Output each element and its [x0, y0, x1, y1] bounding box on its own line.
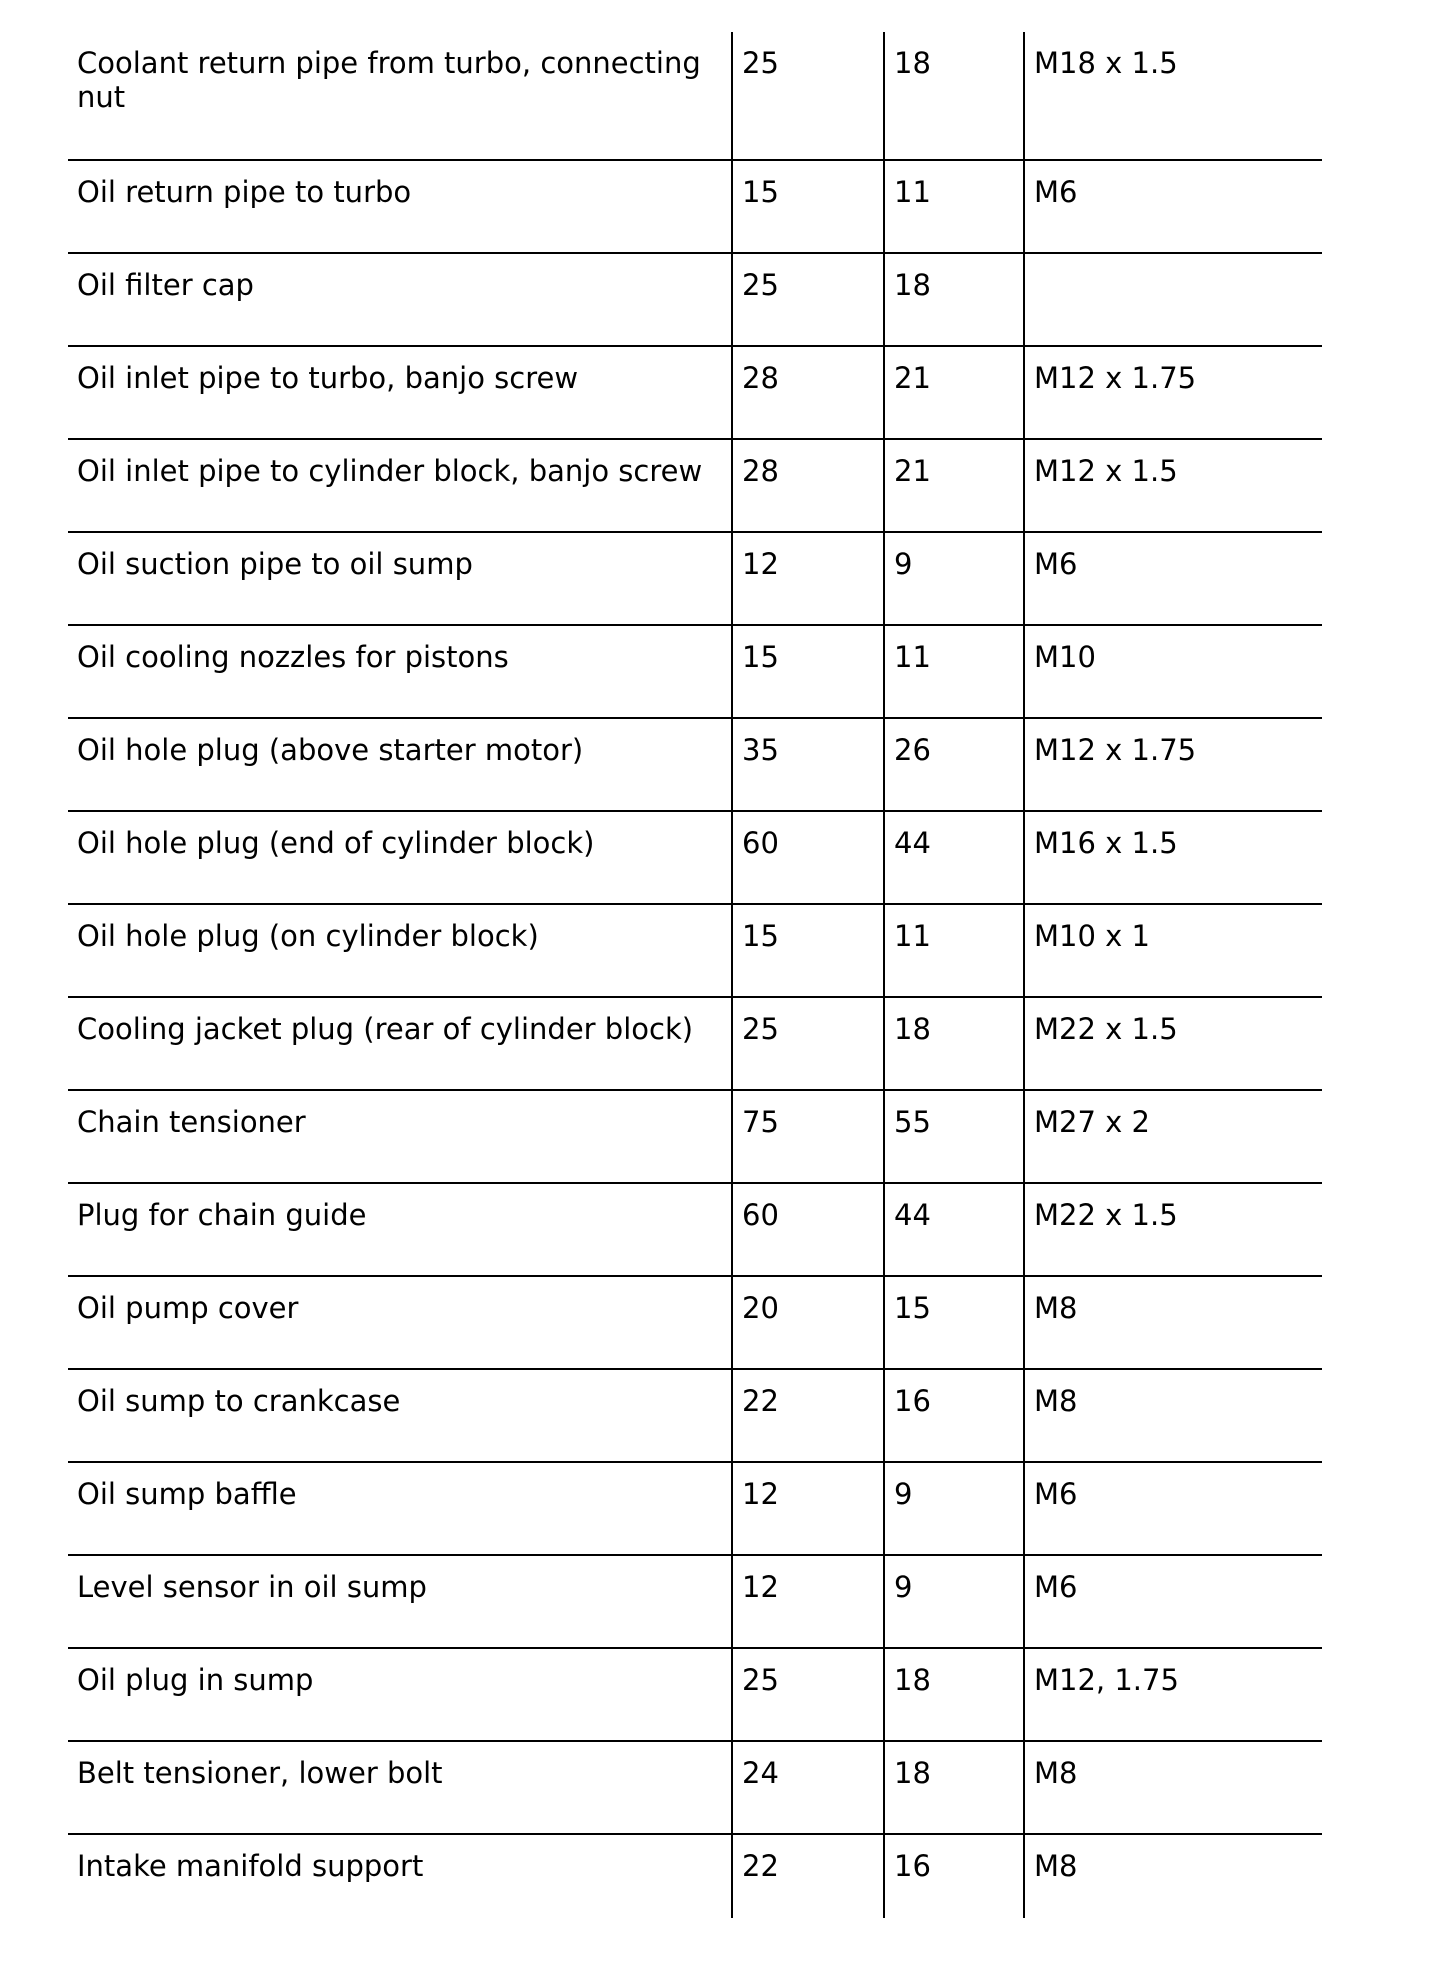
component-description-cell: Oil plug in sump — [68, 1648, 732, 1741]
component-description-cell: Oil cooling nozzles for pistons — [68, 625, 732, 718]
component-description-cell: Oil hole plug (end of cylinder block) — [68, 811, 732, 904]
torque-nm-cell: 15 — [732, 625, 884, 718]
torque-lbft-cell: 21 — [884, 346, 1024, 439]
torque-lbft-cell: 16 — [884, 1369, 1024, 1462]
table-body — [68, 32, 1322, 1918]
component-description-cell: Oil hole plug (above starter motor) — [68, 718, 732, 811]
thread-size-cell: M6 — [1024, 1462, 1322, 1555]
torque-lbft-cell: 18 — [884, 1648, 1024, 1741]
table-row — [68, 1462, 1322, 1555]
torque-lbft-cell: 26 — [884, 718, 1024, 811]
torque-lbft-cell: 44 — [884, 1183, 1024, 1276]
torque-nm-cell: 35 — [732, 718, 884, 811]
torque-lbft-cell: 18 — [884, 253, 1024, 346]
torque-lbft-cell: 11 — [884, 904, 1024, 997]
torque-lbft-cell: 9 — [884, 1462, 1024, 1555]
component-description-cell: Oil suction pipe to oil sump — [68, 532, 732, 625]
torque-nm-cell: 15 — [732, 904, 884, 997]
table-row — [68, 718, 1322, 811]
component-description-cell: Belt tensioner, lower bolt — [68, 1741, 732, 1834]
thread-size-cell: M8 — [1024, 1276, 1322, 1369]
table-row — [68, 1276, 1322, 1369]
table-row — [68, 1741, 1322, 1834]
torque-nm-cell: 25 — [732, 1648, 884, 1741]
torque-nm-cell: 60 — [732, 1183, 884, 1276]
component-description-cell: Oil sump to crankcase — [68, 1369, 732, 1462]
torque-specification-table — [68, 32, 1322, 1918]
table-row — [68, 1090, 1322, 1183]
thread-size-cell: M8 — [1024, 1369, 1322, 1462]
thread-size-cell: M6 — [1024, 532, 1322, 625]
torque-lbft-cell: 21 — [884, 439, 1024, 532]
table-row — [68, 811, 1322, 904]
table-row — [68, 160, 1322, 253]
torque-lbft-cell: 18 — [884, 1741, 1024, 1834]
thread-size-cell: M8 — [1024, 1741, 1322, 1834]
torque-lbft-cell: 44 — [884, 811, 1024, 904]
torque-nm-cell: 20 — [732, 1276, 884, 1369]
table-row — [68, 904, 1322, 997]
table-row — [68, 1555, 1322, 1648]
component-description-cell: Coolant return pipe from turbo, connecting nut — [68, 32, 732, 160]
table-row — [68, 32, 1322, 160]
thread-size-cell: M10 — [1024, 625, 1322, 718]
torque-lbft-cell: 9 — [884, 1555, 1024, 1648]
component-description-cell: Chain tensioner — [68, 1090, 732, 1183]
table-row — [68, 346, 1322, 439]
component-description-cell: Oil filter cap — [68, 253, 732, 346]
component-description-cell: Oil pump cover — [68, 1276, 732, 1369]
torque-nm-cell: 25 — [732, 253, 884, 346]
torque-nm-cell: 22 — [732, 1834, 884, 1918]
table-row — [68, 532, 1322, 625]
torque-nm-cell: 12 — [732, 1462, 884, 1555]
component-description-cell: Intake manifold support — [77, 1849, 424, 1883]
torque-nm-cell: 28 — [732, 439, 884, 532]
torque-nm-cell: 12 — [732, 1555, 884, 1648]
torque-lbft-cell: 18 — [884, 997, 1024, 1090]
torque-nm-cell: 22 — [732, 1369, 884, 1462]
table-row — [68, 1369, 1322, 1462]
torque-nm-cell: 75 — [732, 1090, 884, 1183]
table-row — [68, 997, 1322, 1090]
thread-size-cell: M22 x 1.5 — [1024, 997, 1322, 1090]
component-description-cell: Oil hole plug (on cylinder block) — [68, 904, 732, 997]
torque-lbft-cell: 11 — [884, 625, 1024, 718]
table-row — [68, 1183, 1322, 1276]
component-description-cell: Oil sump baffle — [68, 1462, 732, 1555]
thread-size-cell: M27 x 2 — [1024, 1090, 1322, 1183]
thread-size-cell: M6 — [1024, 160, 1322, 253]
component-description-cell: Oil inlet pipe to cylinder block, banjo screw — [68, 439, 732, 532]
component-description-cell: Plug for chain guide — [68, 1183, 732, 1276]
torque-nm-cell: 15 — [732, 160, 884, 253]
thread-size-cell: M12 x 1.75 — [1024, 718, 1322, 811]
torque-lbft-cell: 16 — [884, 1834, 1024, 1918]
torque-lbft-cell: 55 — [884, 1090, 1024, 1183]
torque-nm-cell: 12 — [732, 532, 884, 625]
torque-lbft-cell: 18 — [884, 32, 1024, 160]
table-row — [68, 625, 1322, 718]
thread-size-cell: M8 — [1024, 1834, 1322, 1918]
component-description-cell: Cooling jacket plug (rear of cylinder block) — [68, 997, 732, 1090]
thread-size-cell: M12 x 1.5 — [1024, 439, 1322, 532]
table-row — [68, 253, 1322, 346]
component-description-cell: Level sensor in oil sump — [68, 1555, 732, 1648]
thread-size-cell: M12 x 1.75 — [1024, 346, 1322, 439]
torque-nm-cell: 28 — [732, 346, 884, 439]
torque-nm-cell: 60 — [732, 811, 884, 904]
torque-nm-cell: 25 — [732, 997, 884, 1090]
torque-lbft-cell: 9 — [884, 532, 1024, 625]
table-row — [68, 1834, 1322, 1918]
thread-size-cell: M16 x 1.5 — [1024, 811, 1322, 904]
thread-size-cell: M6 — [1024, 1555, 1322, 1648]
torque-nm-cell: 25 — [732, 32, 884, 160]
thread-size-cell: M18 x 1.5 — [1024, 32, 1322, 160]
table-row — [68, 1648, 1322, 1741]
thread-size-cell: M12, 1.75 — [1024, 1648, 1322, 1741]
torque-nm-cell: 24 — [732, 1741, 884, 1834]
thread-size-cell: M10 x 1 — [1024, 904, 1322, 997]
table-row — [68, 439, 1322, 532]
component-description-cell: Oil inlet pipe to turbo, banjo screw — [68, 346, 732, 439]
torque-lbft-cell: 11 — [884, 160, 1024, 253]
thread-size-cell — [1024, 253, 1322, 346]
thread-size-cell: M22 x 1.5 — [1024, 1183, 1322, 1276]
torque-lbft-cell: 15 — [884, 1276, 1024, 1369]
component-description-cell: Oil return pipe to turbo — [68, 160, 732, 253]
